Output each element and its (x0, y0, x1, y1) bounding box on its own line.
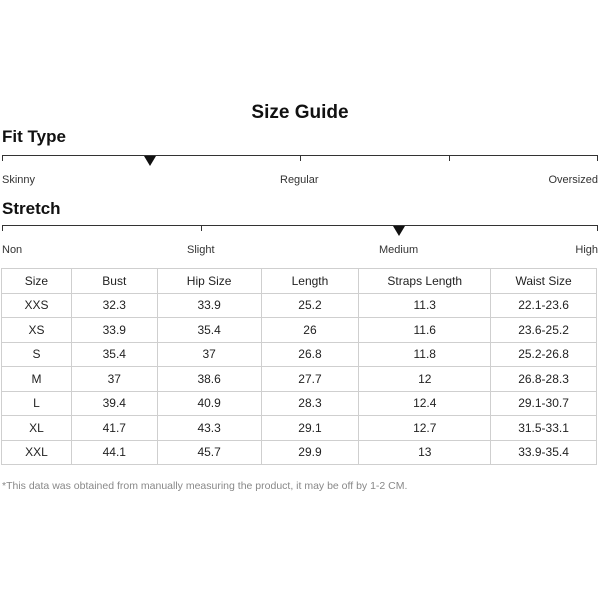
table-cell: 29.9 (261, 440, 359, 465)
table-cell: 26.8 (261, 342, 359, 367)
table-cell: 29.1-30.7 (491, 391, 597, 416)
table-cell: 44.1 (71, 440, 157, 465)
table-cell: M (2, 367, 72, 392)
table-row (2, 318, 597, 343)
table-cell: L (2, 391, 72, 416)
table-cell: 23.6-25.2 (491, 318, 597, 343)
fit-type-label-skinny: Skinny (2, 174, 36, 186)
measurement-note: *This data was obtained from manually measuring the product, it may be off by 1-2 CM. (2, 480, 408, 492)
table-cell: 33.9-35.4 (491, 440, 597, 465)
column-header: Length (261, 269, 359, 294)
table-row (2, 440, 597, 465)
table-cell: 35.4 (71, 342, 157, 367)
table-cell: 12.4 (359, 391, 491, 416)
table-cell: 12 (359, 367, 491, 392)
table-cell: 26 (261, 318, 359, 343)
table-cell: 37 (71, 367, 157, 392)
stretch-tick (201, 225, 202, 231)
fit-type-label-oversized: Oversized (548, 174, 598, 186)
table-cell: 45.7 (157, 440, 261, 465)
table-cell: 25.2 (261, 293, 359, 318)
table-row (2, 293, 597, 318)
fit-type-heading: Fit Type (2, 127, 66, 146)
table-cell: 43.3 (157, 416, 261, 441)
table-cell: 40.9 (157, 391, 261, 416)
table-cell: 11.3 (359, 293, 491, 318)
column-header: Size (2, 269, 72, 294)
table-cell: 11.8 (359, 342, 491, 367)
table-cell: 22.1-23.6 (491, 293, 597, 318)
column-header: Hip Size (157, 269, 261, 294)
table-cell: XL (2, 416, 72, 441)
fit-type-tick (300, 155, 301, 161)
table-cell: 37 (157, 342, 261, 367)
table-cell: S (2, 342, 72, 367)
table-row (2, 367, 597, 392)
table-row (2, 391, 597, 416)
table-cell: 27.7 (261, 367, 359, 392)
column-header: Bust (71, 269, 157, 294)
table-cell: 33.9 (71, 318, 157, 343)
table-cell: XXS (2, 293, 72, 318)
stretch-selected-marker (393, 226, 405, 236)
stretch-tick (2, 225, 3, 231)
stretch-scale-line (2, 225, 598, 226)
table-cell: 35.4 (157, 318, 261, 343)
stretch-tick (597, 225, 598, 231)
table-row (2, 416, 597, 441)
fit-type-label-regular: Regular (280, 174, 319, 186)
fit-type-tick (2, 155, 3, 161)
stretch-heading: Stretch (2, 199, 61, 218)
table-cell: 25.2-26.8 (491, 342, 597, 367)
table-cell: XS (2, 318, 72, 343)
table-cell: 33.9 (157, 293, 261, 318)
page-title: Size Guide (251, 102, 349, 123)
table-row (2, 342, 597, 367)
table-cell: 39.4 (71, 391, 157, 416)
stretch-label-medium: Medium (379, 244, 419, 256)
table-cell: XXL (2, 440, 72, 465)
table-cell: 13 (359, 440, 491, 465)
column-header: Waist Size (491, 269, 597, 294)
table-cell: 12.7 (359, 416, 491, 441)
table-cell: 31.5-33.1 (491, 416, 597, 441)
stretch-label-slight: Slight (187, 244, 215, 256)
table-cell: 26.8-28.3 (491, 367, 597, 392)
column-header: Straps Length (359, 269, 491, 294)
table-cell: 29.1 (261, 416, 359, 441)
table-header-row (2, 269, 597, 294)
stretch-label-non: Non (2, 244, 23, 256)
fit-type-tick (449, 155, 450, 161)
size-table (1, 268, 597, 465)
table-cell: 41.7 (71, 416, 157, 441)
table-cell: 38.6 (157, 367, 261, 392)
table-cell: 32.3 (71, 293, 157, 318)
fit-type-tick (597, 155, 598, 161)
stretch-label-high: High (575, 244, 598, 256)
fit-type-selected-marker (144, 156, 156, 166)
table-cell: 11.6 (359, 318, 491, 343)
table-cell: 28.3 (261, 391, 359, 416)
